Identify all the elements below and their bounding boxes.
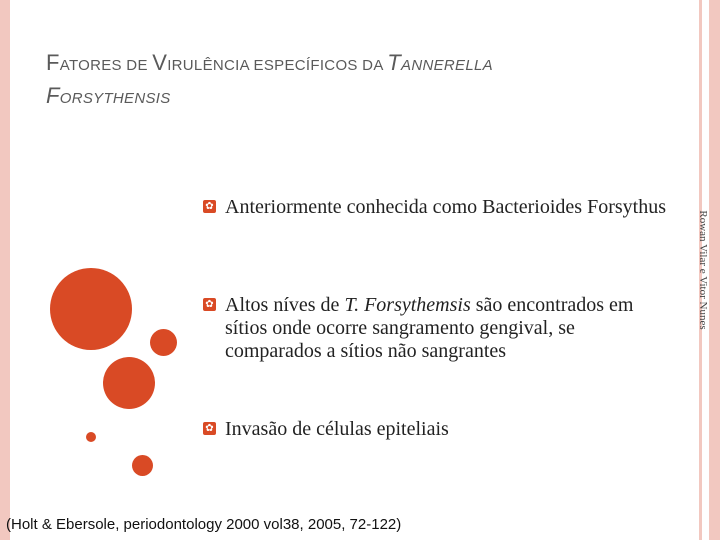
bullet-text: Invasão de células epiteliais: [225, 418, 449, 440]
gear-icon: ✿: [203, 298, 216, 311]
gear-icon: ✿: [203, 422, 216, 435]
right-edge-bar: [709, 0, 720, 540]
bullet-item-3: [203, 418, 449, 441]
bullet-text-italic: T. Forsythemsis: [344, 294, 471, 316]
decor-circle-medium-2: [103, 357, 155, 409]
bullet-text-pre: Altos níves de: [225, 294, 345, 316]
bullet-text: Anteriormente conhecida como Bacterioides Forsythus: [225, 196, 666, 218]
decor-circle-small: [86, 432, 96, 442]
gear-icon: ✿: [203, 200, 216, 213]
side-author-text: Rowan Vilar e Vitor Nunes: [697, 210, 709, 330]
decor-circle-large: [50, 268, 132, 350]
left-edge-bar: [0, 0, 10, 540]
bullet-text-post: são encontrados em sítios onde ocorre sangramento gengival, se comparados a sítios não sangrantes: [225, 294, 634, 362]
decor-circle-medium: [150, 329, 177, 356]
bullet-item-2: [203, 294, 673, 363]
reference-citation: (Holt & Ebersole, periodontology 2000 vol38, 2005, 72-122): [6, 516, 402, 533]
slide-title: FATORES DE VIRULÊNCIA ESPECÍFICOS DA TANNERELLA FORSYTHENSIS: [46, 50, 493, 108]
decor-circle-small-2: [132, 455, 153, 476]
bullet-item-1: [203, 196, 666, 219]
